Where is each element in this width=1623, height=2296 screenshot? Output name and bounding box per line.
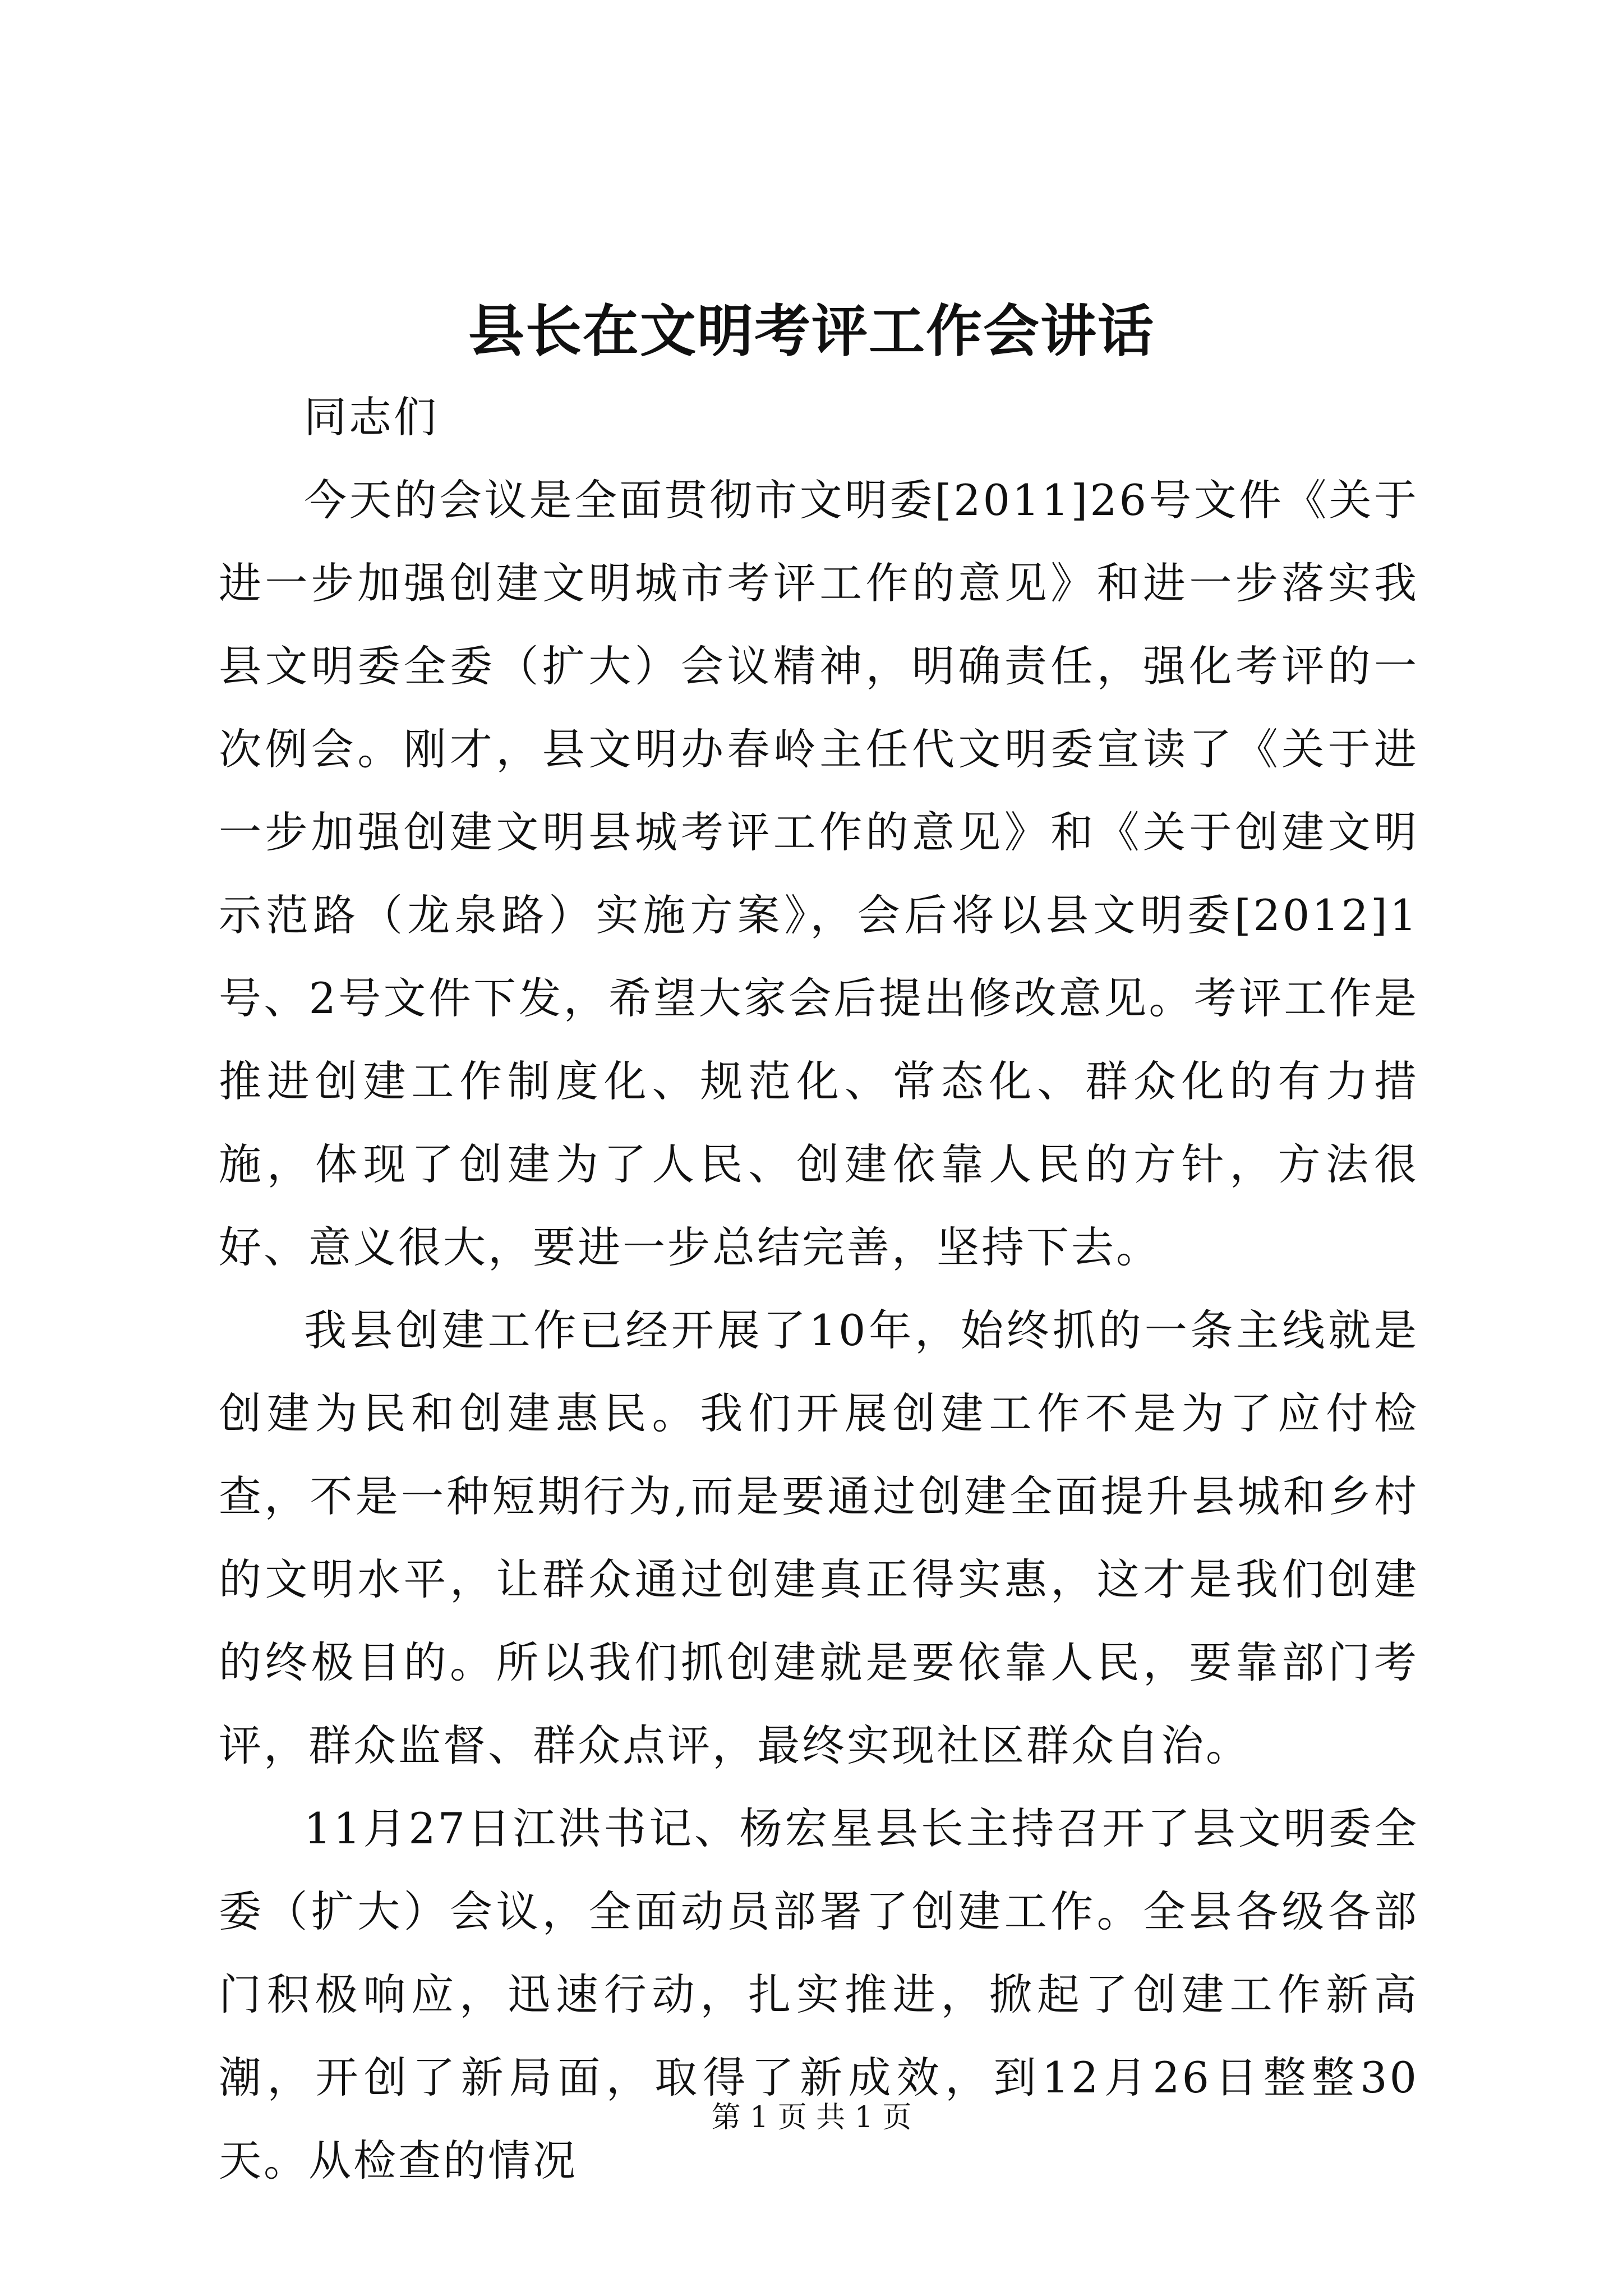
paragraph-2: 我县创建工作已经开展了10年，始终抓的一条主线就是创建为民和创建惠民。我们开展创建工作不是为了应付检查，不是一种短期行为,而是要通过创建全面提升县城和乡村的文明水平，让群众通过创建真正得实惠，这才是我们创建的终极目的。所以我们抓创建就是要依靠人民，要靠部门考评，群众监督、群众点评，最终实现社区群众自治。 [219,1305,1419,1770]
paragraph-3: 11月27日江洪书记、杨宏星县长主持召开了县文明委全委（扩大）会议，全面动员部署了创建工作。全县各级各部门积极响应，迅速行动，扎实推进，掀起了创建工作新高潮，开创了新局面，取得了新成效，到12月26日整整30天。从检查的情况 [219,1803,1419,2185]
paragraph-1: 今天的会议是全面贯彻市文明委[2011]26号文件《关于进一步加强创建文明城市考评工作的意见》和进一步落实我县文明委全委（扩大）会议精神，明确责任，强化考评的一次例会。刚才，县文明办春岭主任代文明委宣读了《关于进一步加强创建文明县城考评工作的意见》和《关于创建文明示范路（龙泉路）实施方案》，会后将以县文明委[2012]1号、2号文件下发，希望大家会后提出修改意见。考评工作是推进创建工作制度化、规范化、常态化、群众化的有力措施，体现了创建为了人民、创建依靠人民的方针，方法很好、意义很大，要进一步总结完善，坚持下去。 [219,475,1419,1272]
page-number-footer: 第 1 页 共 1 页 [711,2101,912,2134]
salutation: 同志们 [304,392,439,442]
document-body [219,376,1419,2202]
document-title: 县长在文明考评工作会讲话 [468,298,1155,364]
